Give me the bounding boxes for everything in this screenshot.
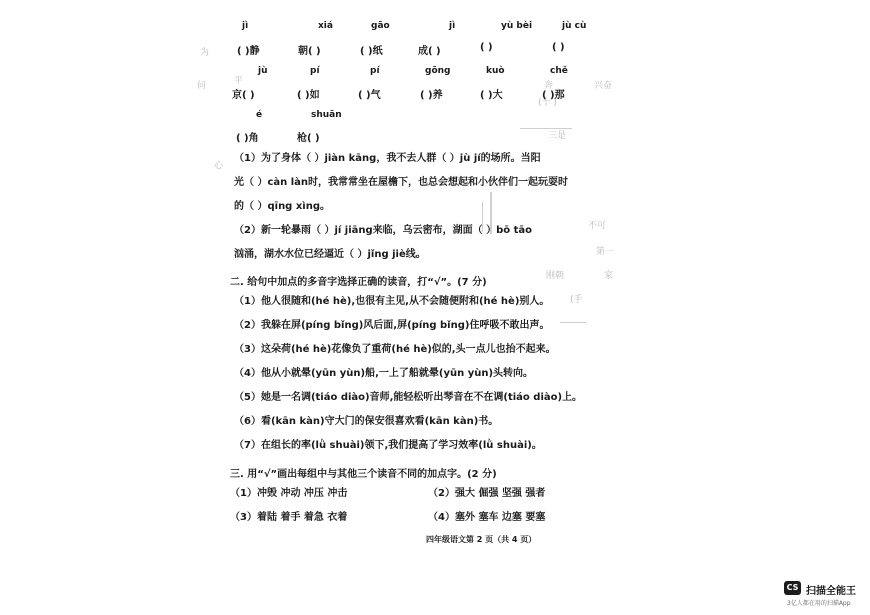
bleed-text: 心 bbox=[214, 161, 224, 171]
passage-line: 光（ ）càn làn时，我常常坐在屋檐下，也总会想起和小伙伴们一起玩耍时 bbox=[234, 177, 569, 188]
char-blank: ( ) bbox=[480, 42, 493, 53]
char-blank: ( )大 bbox=[480, 90, 503, 101]
char-blank: 枪( ) bbox=[297, 133, 320, 144]
pinyin-label: jì bbox=[242, 21, 249, 31]
bleed-text: 不可 bbox=[588, 221, 607, 231]
watermark-brand: 扫描全能王 bbox=[806, 586, 856, 597]
watermark-tagline: 3亿人都在用的扫描App bbox=[787, 600, 851, 607]
pinyin-label: é bbox=[256, 110, 263, 120]
section-heading: 二. 给句中加点的多音字选择正确的读音，打“√”。(7 分) bbox=[230, 277, 487, 288]
pinyin-label: xiá bbox=[318, 21, 333, 31]
bleed-text: 第一 bbox=[596, 247, 615, 257]
pinyin-label: kuò bbox=[486, 66, 505, 76]
pinyin-label: pí bbox=[370, 66, 380, 76]
pinyin-label: pí bbox=[310, 66, 320, 76]
bleed-text: 奔 bbox=[544, 81, 554, 91]
bleed-text: 兴奋 bbox=[594, 81, 613, 91]
passage-line: （2）新一轮暴雨（ ）jí jiāng来临，乌云密布，湖面（ ）bō tāo bbox=[234, 225, 533, 236]
page-footer: 四年级语文第 2 页（共 4 页） bbox=[426, 535, 537, 544]
question-item: （5）她是一名调(tiáo diào)音师,能轻松听出琴音在不在调(tiáo diào)上。 bbox=[234, 392, 583, 403]
char-blank: ( )纸 bbox=[360, 46, 383, 57]
pinyin-label: gāo bbox=[371, 21, 390, 31]
char-blank: ( )如 bbox=[297, 90, 320, 101]
char-blank: 京( ) bbox=[232, 90, 255, 101]
word-group: （1）冲毁 冲动 冲压 冲击 bbox=[230, 488, 348, 499]
passage-line: 的（ ）qīng xìng。 bbox=[234, 201, 330, 212]
pinyin-label: jù cù bbox=[562, 21, 587, 31]
char-blank: ( )那 bbox=[542, 90, 565, 101]
passage-line: 汹涌，湖水水位已经逼近（ ）jǐng jiè线。 bbox=[234, 249, 426, 260]
section-heading: 三. 用“√”画出每组中与其他三个读音不同的加点字。(2 分) bbox=[230, 469, 497, 480]
question-item: （7）在组长的率(lǜ shuài)领下,我们提高了学习效率(lǜ shuài)。 bbox=[234, 440, 542, 451]
char-blank: ( )气 bbox=[358, 90, 381, 101]
scan-mark bbox=[520, 128, 572, 129]
pinyin-label: chě bbox=[550, 66, 568, 76]
camscanner-logo-icon: CS bbox=[784, 581, 801, 595]
pinyin-label: jù bbox=[258, 66, 268, 76]
question-item: （2）我躲在屏(píng bǐng)风后面,屏(píng bǐng)住呼吸不敢出声。 bbox=[234, 320, 550, 331]
pinyin-label: shuān bbox=[311, 110, 342, 120]
bleed-text: 刚朝 bbox=[546, 271, 565, 281]
bleed-text: (手 bbox=[570, 295, 583, 305]
char-blank: 朝( ) bbox=[298, 46, 321, 57]
scan-mark bbox=[560, 322, 586, 323]
question-item: （6）看(kān kàn)守大门的保安很喜欢看(kān kàn)书。 bbox=[234, 416, 499, 427]
bleed-text: 问 bbox=[197, 81, 207, 91]
question-item: （1）他人很随和(hé hè),也很有主见,从不会随便附和(hé hè)别人。 bbox=[234, 296, 550, 307]
word-group: （4）塞外 塞车 边塞 要塞 bbox=[428, 512, 546, 523]
passage-line: （1）为了身体（ ）jiàn kāng，我不去人群（ ）jù jí的场所。当阳 bbox=[234, 153, 541, 164]
char-blank: ( )角 bbox=[236, 133, 259, 144]
bleed-text: (十 ) bbox=[538, 98, 557, 108]
char-blank: ( )静 bbox=[237, 46, 260, 57]
pinyin-label: jì bbox=[449, 21, 456, 31]
char-blank: ( )养 bbox=[420, 90, 443, 101]
question-item: （3）这朵荷(hé hè)花像负了重荷(hé hè)似的,头一点儿也抬不起来。 bbox=[234, 344, 556, 355]
bleed-text: 为 bbox=[200, 48, 210, 58]
pinyin-label: gōng bbox=[425, 66, 451, 76]
bleed-text: 三是 bbox=[548, 131, 567, 141]
bleed-text: 平 bbox=[234, 76, 244, 86]
word-group: （2）强大 倔强 坚强 强者 bbox=[428, 488, 546, 499]
char-blank: 成( ) bbox=[418, 46, 441, 57]
question-item: （4）他从小就晕(yūn yùn)船,一上了船就晕(yūn yùn)头转向。 bbox=[234, 368, 534, 379]
char-blank: ( ) bbox=[552, 42, 565, 53]
pinyin-label: yù bèi bbox=[501, 21, 533, 31]
word-group: （3）着陆 着手 着急 衣着 bbox=[230, 512, 348, 523]
bleed-text: 家 bbox=[604, 271, 614, 281]
